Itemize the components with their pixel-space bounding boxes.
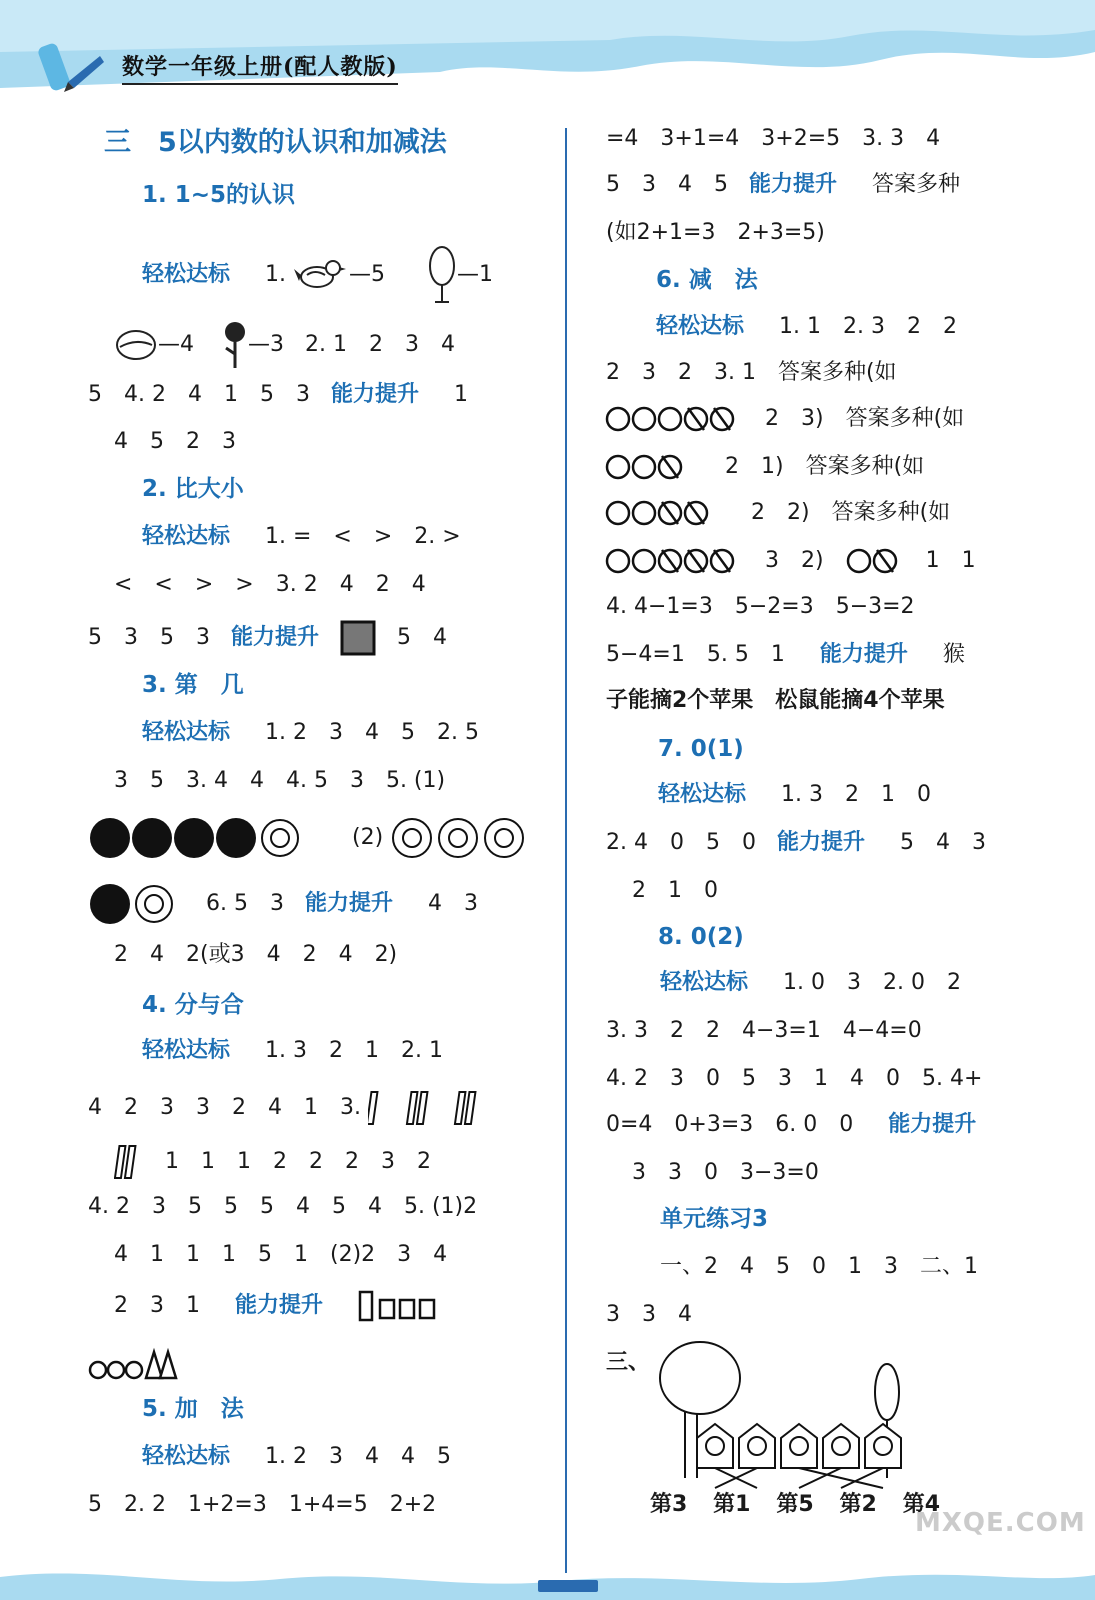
answer-line xyxy=(88,882,478,926)
answer-text: 2. 4 0 5 0 xyxy=(606,830,756,855)
animal-houses-illustration xyxy=(655,1328,930,1498)
label-easy: 轻松达标 xyxy=(142,524,231,549)
answer-text: (2) xyxy=(352,825,384,850)
answer-text: 5 3 5 3 xyxy=(88,625,210,650)
answer-text: 答案多种 xyxy=(872,172,961,197)
answer-text: 6. 5 3 xyxy=(206,891,284,916)
answer-text: 1 1 xyxy=(925,548,976,573)
answer-line xyxy=(658,780,931,810)
answer-text: 5 3 4 5 xyxy=(606,172,728,197)
answer-text: —1 xyxy=(457,262,494,287)
subsection-8-title: 8. 0(2) xyxy=(658,924,744,950)
subsection-5-title: 5. 加 法 xyxy=(142,1396,244,1422)
section-title: 三 5以内数的认识和加减法 xyxy=(104,127,447,158)
answer-line xyxy=(604,404,964,434)
answer-text: 1 xyxy=(453,382,468,407)
answer-line: (如2+1=3 2+3=5) xyxy=(606,220,825,245)
label-advanced: 能力提升 xyxy=(330,382,419,407)
circles-5-crossed-3-icon xyxy=(604,546,744,576)
label-easy: 轻松达标 xyxy=(656,314,745,339)
house-order-labels xyxy=(650,1490,940,1520)
answer-text: 1. 0 3 2. 0 2 xyxy=(783,970,961,995)
answer-line xyxy=(606,170,960,200)
sunflower-dark-row-icon xyxy=(88,816,310,860)
answer-line xyxy=(606,640,965,670)
answer-text: 3 2) xyxy=(765,548,824,573)
answer-line: 4 5 2 3 xyxy=(114,429,236,454)
flower-icon xyxy=(222,320,248,370)
header-title: 数学一年级上册(配人教版) xyxy=(122,50,398,85)
answer-line: 3 3 0 3−3=0 xyxy=(632,1160,819,1185)
tree-icon xyxy=(427,244,457,306)
sticks-icon xyxy=(114,1142,144,1182)
answer-text: 0=4 0+3=3 6. 0 0 xyxy=(606,1112,854,1137)
label-advanced: 能力提升 xyxy=(749,172,838,197)
answer-line: 2 1 0 xyxy=(632,878,718,903)
answer-line xyxy=(142,718,479,748)
answer-text: 1. 3 2 1 2. 1 xyxy=(265,1038,443,1063)
answer-line xyxy=(114,1290,438,1322)
answer-line: 3. 3 2 2 4−3=1 4−4=0 xyxy=(606,1018,922,1043)
watermark: MXQE.COM xyxy=(915,1508,1086,1538)
answer-text: 5 4 3 xyxy=(900,830,986,855)
subsection-1-title: 1. 1~5的认识 xyxy=(142,182,296,208)
label-advanced: 能力提升 xyxy=(819,642,908,667)
answer-line: 4 1 1 1 5 1 (2)2 3 4 xyxy=(114,1242,448,1267)
label-easy: 轻松达标 xyxy=(142,720,231,745)
house-label: 第3 xyxy=(650,1492,688,1517)
label-easy: 轻松达标 xyxy=(142,262,231,287)
house-label: 第1 xyxy=(713,1492,751,1517)
answer-line: 4. 4−1=3 5−2=3 5−3=2 xyxy=(606,594,915,619)
answer-line xyxy=(606,828,986,858)
circles-4-crossed-2-icon xyxy=(604,498,716,528)
answer-line: 4. 2 3 5 5 5 4 5 4 5. (1)2 xyxy=(88,1194,478,1219)
answer-line xyxy=(88,380,468,410)
house-label: 第4 xyxy=(902,1492,940,1517)
answer-line: 2 3 2 3. 1 答案多种(如 xyxy=(606,360,897,385)
pencil-icon xyxy=(38,38,108,98)
answer-text: 1. xyxy=(265,262,287,287)
answer-text: —3 xyxy=(248,332,284,357)
sunflower-pair-icon xyxy=(88,882,178,926)
column-divider xyxy=(565,128,567,1573)
answer-text: 5 4. 2 4 1 5 3 xyxy=(88,382,310,407)
label-easy: 轻松达标 xyxy=(658,782,747,807)
answer-line xyxy=(142,244,493,306)
answer-text: 5−4=1 5. 5 1 xyxy=(606,642,785,667)
answer-text: 1. 2 3 4 4 5 xyxy=(265,1444,451,1469)
label-advanced: 能力提升 xyxy=(231,625,320,650)
answer-text: 2 3 1 xyxy=(114,1293,200,1318)
sunflower-light-row-icon xyxy=(390,816,530,860)
subsection-7-title: 7. 0(1) xyxy=(658,736,744,762)
answer-line xyxy=(604,546,976,576)
circles-2-crossed-1-icon xyxy=(845,546,905,576)
label-advanced: 能力提升 xyxy=(888,1112,977,1137)
planet-icon xyxy=(114,328,158,362)
answer-line xyxy=(660,968,961,998)
answer-line xyxy=(604,498,950,528)
answer-line: =4 3+1=4 3+2=5 3. 3 4 xyxy=(606,126,941,151)
subsection-3-title: 3. 第 几 xyxy=(142,672,244,698)
answer-text: 4 2 3 3 2 4 1 3. xyxy=(88,1095,361,1120)
answer-line: 2 4 2(或3 4 2 4 2) xyxy=(114,942,398,967)
answer-line: 子能摘2个苹果 松鼠能摘4个苹果 xyxy=(606,688,945,713)
answer-line xyxy=(604,452,924,482)
answer-line xyxy=(656,312,957,342)
answer-line: 3 3 4 xyxy=(606,1302,692,1327)
footer-wave-band xyxy=(0,1555,1095,1600)
answer-text: 1. 1 2. 3 2 2 xyxy=(779,314,957,339)
subsection-6-title: 6. 减 法 xyxy=(656,267,758,293)
answer-text: 1 1 1 2 2 2 3 2 xyxy=(165,1149,431,1174)
answer-line: 3 5 3. 4 4 4. 5 3 5. (1) xyxy=(114,768,446,793)
answer-text: 1. 3 2 1 0 xyxy=(781,782,931,807)
label-advanced: 能力提升 xyxy=(235,1293,324,1318)
answer-line xyxy=(142,1442,451,1472)
answer-line xyxy=(88,1088,488,1128)
answer-line xyxy=(114,1142,431,1182)
answer-line xyxy=(114,320,455,370)
label-advanced: 能力提升 xyxy=(776,830,865,855)
answer-text: —5 xyxy=(349,262,386,287)
house-label: 第5 xyxy=(776,1492,814,1517)
answer-line xyxy=(88,620,447,656)
subsection-4-title: 4. 分与合 xyxy=(142,992,244,1018)
answer-text: 2 2) 答案多种(如 xyxy=(751,500,951,525)
answer-text: 1. 2 3 4 5 2. 5 xyxy=(265,720,479,745)
unit-practice-title: 单元练习3 xyxy=(660,1206,769,1232)
answer-text: 2. 1 2 3 4 xyxy=(305,332,455,357)
sticks-icon xyxy=(368,1088,488,1128)
label-advanced: 能力提升 xyxy=(304,891,393,916)
answer-line xyxy=(142,522,461,552)
circles-triangles-icon xyxy=(88,1346,184,1382)
label-easy: 轻松达标 xyxy=(660,970,749,995)
answer-text: 1. = < > 2. > xyxy=(265,524,461,549)
subsection-2-title: 2. 比大小 xyxy=(142,476,244,502)
answer-line xyxy=(88,816,530,860)
answer-line: 4. 2 3 0 5 3 1 4 0 5. 4+ xyxy=(606,1066,983,1091)
answer-text: —4 xyxy=(158,332,194,357)
answer-line: 一、2 4 5 0 1 3 二、1 xyxy=(660,1254,978,1279)
answer-text: 5 4 xyxy=(397,625,448,650)
label-easy: 轻松达标 xyxy=(142,1444,231,1469)
gray-square-icon xyxy=(340,620,376,656)
label-easy: 轻松达标 xyxy=(142,1038,231,1063)
circles-5-crossed-2-icon xyxy=(604,404,744,434)
circles-3-crossed-1-icon xyxy=(604,452,690,482)
answer-line: < < > > 3. 2 4 2 4 xyxy=(114,572,426,597)
answer-text: 猴 xyxy=(942,642,965,667)
rectangles-icon xyxy=(358,1290,438,1322)
answer-text: 4 3 xyxy=(428,891,478,916)
answer-line xyxy=(88,1346,184,1382)
answer-line xyxy=(142,1036,443,1066)
answer-text: 2 1) 答案多种(如 xyxy=(725,454,925,479)
house-label: 第2 xyxy=(839,1492,877,1517)
page-number-tab xyxy=(538,1580,598,1592)
bird-icon xyxy=(293,255,349,295)
answer-text: 2 3) 答案多种(如 xyxy=(765,406,965,431)
answer-line xyxy=(606,1110,976,1140)
answer-line: 三、 xyxy=(606,1350,651,1375)
answer-line: 5 2. 2 1+2=3 1+4=5 2+2 xyxy=(88,1492,437,1517)
